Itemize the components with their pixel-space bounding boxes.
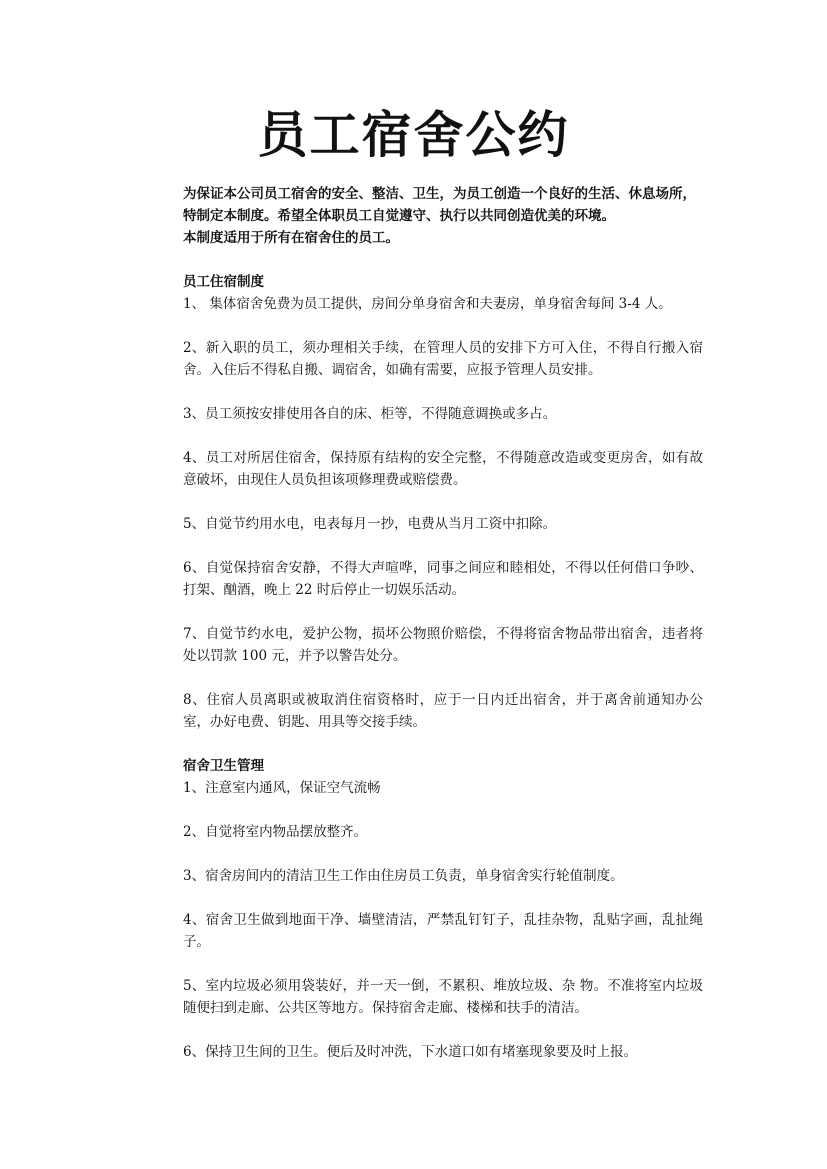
section-hygiene bbox=[183, 755, 703, 1063]
rule-item: 2、自觉将室内物品摆放整齐。 bbox=[183, 824, 368, 840]
rule-item: 7、自觉节约水电，爱护公物，损坏公物照价赔偿，不得将宿舍物品带出宿舍，违者将处以罚款 100 元，并予以警告处分。 bbox=[183, 626, 703, 664]
rule-item: 1、注意室内通风，保证空气流畅 bbox=[183, 780, 381, 796]
rule-item: 4、员工对所居住宿舍，保持原有结构的安全完整，不得随意改造或变更房舍，如有故意破坏，由现住人员负担该项修理费或赔偿费。 bbox=[183, 450, 703, 488]
section-heading-hygiene: 宿舍卫生管理 bbox=[183, 758, 264, 774]
intro-block bbox=[183, 183, 703, 249]
rule-item: 5、自觉节约用水电，电表每月一抄，电费从当月工资中扣除。 bbox=[183, 516, 557, 532]
intro-purpose: 为保证本公司员工宿舍的安全、整洁、卫生，为员工创造一个良好的生活、休息场所，特制定本制度。希望全体职员工自觉遵守、执行以共同创造优美的环境。 bbox=[183, 186, 696, 224]
rule-item: 1、 集体宿舍免费为员工提供，房间分单身宿舍和夫妻房，单身宿舍每间 3-4 人。 bbox=[183, 296, 672, 312]
intro-scope: 本制度适用于所有在宿舍住的员工。 bbox=[183, 230, 399, 246]
rule-item: 2、新入职的员工，须办理相关手续，在管理人员的安排下方可入住，不得自行搬入宿舍。入住后不得私自搬、调宿舍，如确有需要，应报予管理人员安排。 bbox=[183, 340, 703, 378]
section-housing bbox=[183, 271, 703, 733]
rule-item: 3、员工须按安排使用各自的床、柜等，不得随意调换或多占。 bbox=[183, 406, 557, 422]
document-body bbox=[183, 183, 703, 1085]
rule-item: 6、保持卫生间的卫生。便后及时冲洗，下水道口如有堵塞现象要及时上报。 bbox=[183, 1044, 638, 1060]
rule-item: 8、住宿人员离职或被取消住宿资格时，应于一日内迁出宿舍，并于离舍前通知办公室，办好电费、钥匙、用具等交接手续。 bbox=[183, 692, 703, 730]
rule-item: 3、宿舍房间内的清洁卫生工作由住房员工负责，单身宿舍实行轮值制度。 bbox=[183, 868, 624, 884]
rule-item: 4、宿舍卫生做到地面干净、墙壁清洁，严禁乱钉钉子，乱挂杂物，乱贴字画，乱扯绳子。 bbox=[183, 912, 703, 950]
page-title: 员工宿舍公约 bbox=[257, 105, 570, 164]
section-heading-housing: 员工住宿制度 bbox=[183, 274, 264, 290]
rule-item: 6、自觉保持宿舍安静，不得大声喧哗，同事之间应和睦相处，不得以任何借口争吵、打架、酗酒，晚上 22 时后停止一切娱乐活动。 bbox=[183, 560, 703, 598]
rule-item: 5、室内垃圾必须用袋装好，并一天一倒，不累积、堆放垃圾、杂 物。不准将室内垃圾随便扫到走廊、公共区等地方。保持宿舍走廊、楼梯和扶手的清洁。 bbox=[183, 978, 703, 1016]
